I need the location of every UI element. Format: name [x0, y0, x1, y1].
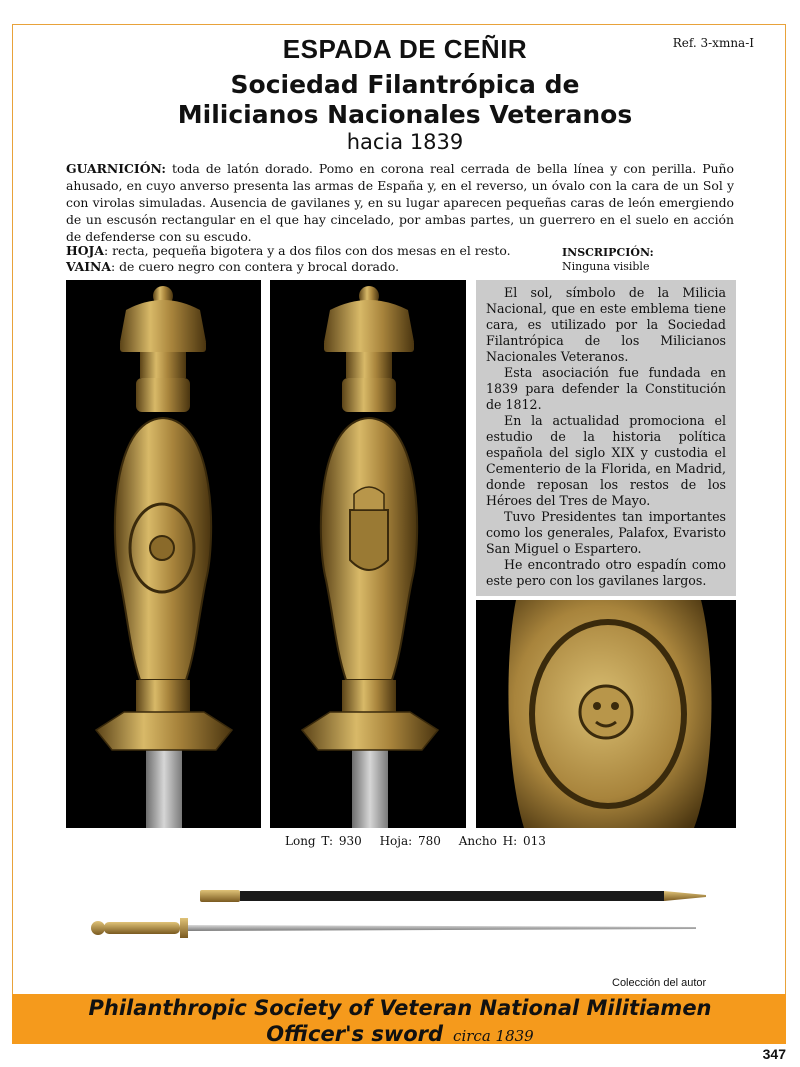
history-paragraph: En la actualidad promociona el estudio de la historia política española del siglo XIX y custodia el Cementerio de la Florida, en Madrid, donde reposan los restos de los Héroes del Tres de Mayo. [486, 413, 726, 508]
blade-width: Ancho H: 013 [458, 834, 546, 848]
history-paragraph: El sol, símbolo de la Milicia Nacional, que en este emblema tiene cara, es utilizado por la Sociedad Filantrópica de los Milicianos Nacionales Veteranos. [486, 285, 726, 364]
hilt-arms-illustration [270, 280, 466, 828]
reference-code: Ref. 3-xmna-I [672, 36, 754, 50]
page-number: 347 [762, 1046, 786, 1062]
full-sword-with-scabbard [84, 882, 724, 950]
history-paragraph: Esta asociación fue fundada en 1839 para defender la Constitución de 1812. [486, 365, 726, 412]
total-length: Long T: 930 [285, 834, 362, 848]
inscription-value: Ninguna visible [562, 260, 650, 273]
blade-length: Hoja: 780 [379, 834, 441, 848]
english-subtitle-line [0, 1021, 800, 1049]
vaina-line [66, 258, 399, 275]
history-text-box [476, 280, 736, 596]
page-date: hacia 1839 [346, 130, 464, 154]
sword-scabbard-illustration [84, 882, 724, 950]
hilt-sun-illustration [66, 280, 261, 828]
english-title: Philanthropic Society of Veteran National Militiamen [88, 996, 712, 1020]
guarnicion-text: toda de latón dorado. Pomo en corona real cerrada de bella línea y con perilla. Puño ahusado, en cuyo anverso presenta las armas de España y, en el reverso, un óvalo con la cara de un Sol y con virolas simuladas. Ausencia de gavilanes y, en su lugar aparecen pequeñas caras de león emergiendo de un escusón rectangular en el que hay cincelado, por ambas partes, un guerrero en el suelo en acción de defenderse con su escudo. [66, 161, 734, 244]
collection-credit: Colección del autor [612, 977, 707, 989]
hilt-photo-sun-side [66, 280, 261, 828]
vaina-text: : de cuero negro con contera y brocal dorado. [111, 259, 400, 274]
dimensions-line [285, 834, 558, 848]
guarnicion-paragraph [66, 160, 734, 245]
inscription-block [562, 246, 654, 274]
subtitle-line-1: Sociedad Filantrópica de [230, 70, 580, 99]
sun-face-closeup-photo [476, 600, 736, 828]
guarnicion-label: GUARNICIÓN: [66, 161, 166, 176]
english-date: circa 1839 [453, 1027, 534, 1045]
inscription-label: INSCRIPCIÓN: [562, 246, 654, 259]
vaina-label: VAINA [66, 259, 112, 274]
hilt-photo-arms-side [270, 280, 466, 828]
hoja-line [66, 242, 511, 259]
page-subtitle [0, 70, 800, 130]
hoja-text: : recta, pequeña bigotera y a dos filos con dos mesas en el resto. [103, 243, 511, 258]
english-subtitle: Officer's sword [266, 1022, 444, 1046]
history-paragraph: He encontrado otro espadín como este pero con los gavilanes largos. [486, 557, 726, 588]
subtitle-line-2: Milicianos Nacionales Veteranos [177, 100, 633, 129]
history-paragraph: Tuvo Presidentes tan importantes como los generales, Palafox, Evaristo San Miguel o Espartero. [486, 509, 726, 556]
page-title: ESPADA DE CEÑIR [282, 34, 528, 64]
sun-face-illustration [476, 600, 736, 828]
hoja-label: HOJA [66, 243, 104, 258]
